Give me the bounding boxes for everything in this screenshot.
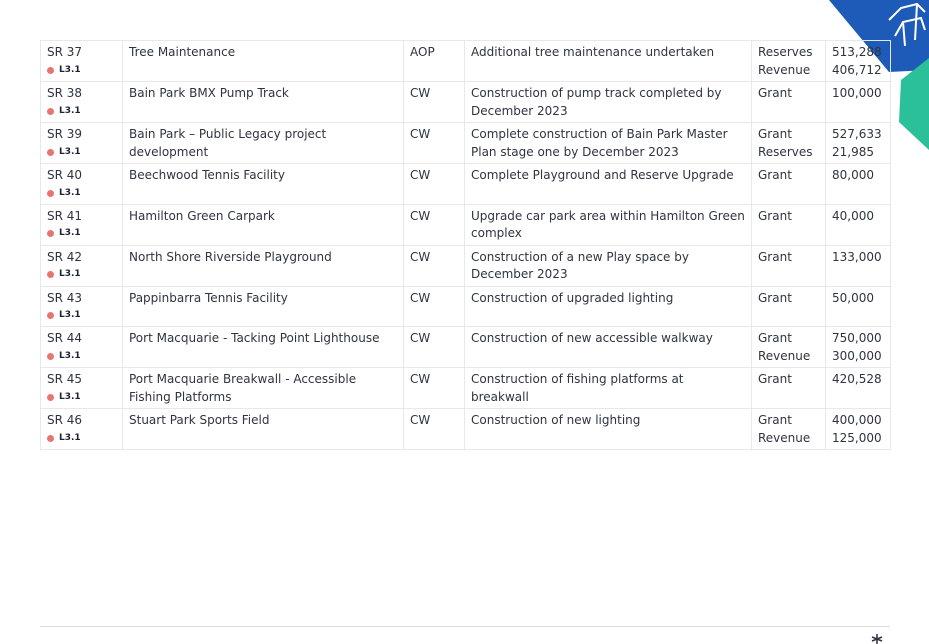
funding-amount: 406,712 <box>832 62 882 77</box>
funding-amounts <box>826 41 891 82</box>
status-dot-icon <box>47 394 54 401</box>
funding-amount: 40,000 <box>832 208 874 223</box>
project-type: CW <box>404 82 465 123</box>
project-description: Additional tree maintenance undertaken <box>465 41 752 82</box>
funding-amount: 100,000 <box>832 86 882 100</box>
footer-divider <box>40 626 890 627</box>
strategy-tag-label: L3.1 <box>59 64 81 75</box>
funding-amount: 400,000 <box>832 413 882 427</box>
table-row <box>41 409 891 450</box>
project-name: Tree Maintenance <box>123 41 404 82</box>
reference-cell <box>41 41 123 82</box>
funding-amounts <box>826 82 891 123</box>
funding-amount: 50,000 <box>832 290 874 305</box>
project-name: Hamilton Green Carpark <box>123 204 404 245</box>
strategy-tag-label: L3.1 <box>59 391 81 402</box>
reference-code: SR 39 <box>47 127 83 141</box>
funding-amount: 300,000 <box>832 348 882 363</box>
project-name: Bain Park BMX Pump Track <box>123 82 404 123</box>
strategy-tag-label: L3.1 <box>59 310 81 320</box>
funding-source: Grant <box>758 372 792 386</box>
strategy-tag <box>47 144 116 161</box>
project-type: CW <box>404 368 465 409</box>
strategy-tag-label: L3.1 <box>59 228 81 238</box>
funding-source: Grant <box>758 168 792 182</box>
reference-code: SR 46 <box>47 413 83 427</box>
funding-amount: 513,288 <box>832 45 882 59</box>
reference-cell <box>41 368 123 409</box>
status-dot-icon <box>47 353 54 360</box>
project-description: Complete construction of Bain Park Master Plan stage one by December 2023 <box>465 123 752 164</box>
strategy-tag-label: L3.1 <box>59 187 81 198</box>
status-dot-icon <box>47 435 54 442</box>
status-dot-icon <box>47 149 54 156</box>
projects-table <box>40 40 891 450</box>
funding-amounts <box>826 368 891 409</box>
funding-source: Grant <box>758 208 792 223</box>
strategy-tag-label: L3.1 <box>59 146 81 157</box>
funding-sources <box>752 164 826 205</box>
strategy-tag-label: L3.1 <box>59 269 81 279</box>
status-dot-icon <box>47 108 54 115</box>
funding-amounts <box>826 164 891 205</box>
funding-amount: 750,000 <box>832 331 882 345</box>
project-description: Construction of upgraded lighting <box>465 286 752 327</box>
strategy-tag <box>47 62 116 79</box>
reference-cell <box>41 204 123 245</box>
funding-source: Revenue <box>758 348 811 363</box>
strategy-tag <box>47 430 116 447</box>
strategy-tag <box>47 103 116 120</box>
project-name: Port Macquarie Breakwall - Accessible Fishing Platforms <box>123 368 404 409</box>
project-type: CW <box>404 409 465 450</box>
strategy-tag <box>47 389 116 406</box>
sparkle-icon <box>870 632 884 644</box>
project-name: Port Macquarie - Tacking Point Lighthouse <box>123 327 404 368</box>
table-row <box>41 245 891 286</box>
strategy-tag-label: L3.1 <box>59 350 81 361</box>
reference-cell <box>41 82 123 123</box>
strategy-tag <box>47 225 116 242</box>
project-name: Bain Park – Public Legacy project development <box>123 123 404 164</box>
funding-source: Grant <box>758 413 792 427</box>
reference-code: SR 37 <box>47 45 83 59</box>
funding-source: Reserves <box>758 144 813 159</box>
project-description: Complete Playground and Reserve Upgrade <box>465 164 752 205</box>
funding-amounts <box>826 327 891 368</box>
funding-amounts <box>826 245 891 286</box>
reference-code: SR 44 <box>47 331 83 345</box>
funding-sources <box>752 204 826 245</box>
project-type: CW <box>404 327 465 368</box>
funding-source: Grant <box>758 331 792 345</box>
funding-amounts <box>826 286 891 327</box>
funding-sources <box>752 286 826 327</box>
funding-source: Reserves <box>758 45 813 59</box>
project-name: Pappinbarra Tennis Facility <box>123 286 404 327</box>
funding-sources <box>752 368 826 409</box>
funding-amount: 21,985 <box>832 144 874 159</box>
project-type: CW <box>404 164 465 205</box>
status-dot-icon <box>47 190 54 197</box>
strategy-tag-label: L3.1 <box>59 105 81 116</box>
project-description: Construction of fishing platforms at breakwall <box>465 368 752 409</box>
funding-sources <box>752 327 826 368</box>
project-name: Stuart Park Sports Field <box>123 409 404 450</box>
table-row <box>41 327 891 368</box>
project-type: CW <box>404 245 465 286</box>
reference-cell <box>41 123 123 164</box>
funding-amounts <box>826 204 891 245</box>
reference-cell <box>41 164 123 205</box>
status-dot-icon <box>47 271 54 278</box>
strategy-tag <box>47 185 116 202</box>
table-row <box>41 82 891 123</box>
status-dot-icon <box>47 312 54 319</box>
reference-cell <box>41 245 123 286</box>
project-description: Construction of a new Play space by December 2023 <box>465 245 752 286</box>
project-type: AOP <box>404 41 465 82</box>
funding-amount: 80,000 <box>832 168 874 182</box>
table-row <box>41 286 891 327</box>
reference-cell <box>41 327 123 368</box>
status-dot-icon <box>47 230 54 237</box>
funding-sources <box>752 41 826 82</box>
table-row <box>41 204 891 245</box>
funding-source: Grant <box>758 86 792 100</box>
project-type: CW <box>404 204 465 245</box>
project-description: Construction of new lighting <box>465 409 752 450</box>
reference-code: SR 43 <box>47 290 83 305</box>
project-name: Beechwood Tennis Facility <box>123 164 404 205</box>
funding-source: Grant <box>758 290 792 305</box>
project-description: Construction of new accessible walkway <box>465 327 752 368</box>
project-description: Upgrade car park area within Hamilton Green complex <box>465 204 752 245</box>
reference-code: SR 40 <box>47 168 83 182</box>
project-type: CW <box>404 286 465 327</box>
funding-source: Revenue <box>758 430 811 445</box>
reference-cell <box>41 286 123 327</box>
status-dot-icon <box>47 67 54 74</box>
strategy-tag-label: L3.1 <box>59 432 81 443</box>
funding-source: Grant <box>758 249 792 264</box>
funding-sources <box>752 123 826 164</box>
reference-code: SR 41 <box>47 208 83 223</box>
funding-sources <box>752 409 826 450</box>
strategy-tag <box>47 266 116 283</box>
project-description: Construction of pump track completed by December 2023 <box>465 82 752 123</box>
strategy-tag <box>47 348 116 365</box>
funding-amount: 527,633 <box>832 127 882 141</box>
project-name: North Shore Riverside Playground <box>123 245 404 286</box>
funding-sources <box>752 245 826 286</box>
reference-code: SR 38 <box>47 86 83 100</box>
table-row <box>41 41 891 82</box>
table-row <box>41 368 891 409</box>
funding-amounts <box>826 409 891 450</box>
funding-amount: 125,000 <box>832 430 882 445</box>
funding-amount: 420,528 <box>832 372 882 386</box>
funding-amount: 133,000 <box>832 249 882 264</box>
funding-source: Grant <box>758 127 792 141</box>
funding-amounts <box>826 123 891 164</box>
reference-cell <box>41 409 123 450</box>
reference-code: SR 42 <box>47 249 83 264</box>
reference-code: SR 45 <box>47 372 83 386</box>
table-row <box>41 123 891 164</box>
funding-source: Revenue <box>758 62 811 77</box>
project-type: CW <box>404 123 465 164</box>
strategy-tag <box>47 307 116 324</box>
table-row <box>41 164 891 205</box>
funding-sources <box>752 82 826 123</box>
